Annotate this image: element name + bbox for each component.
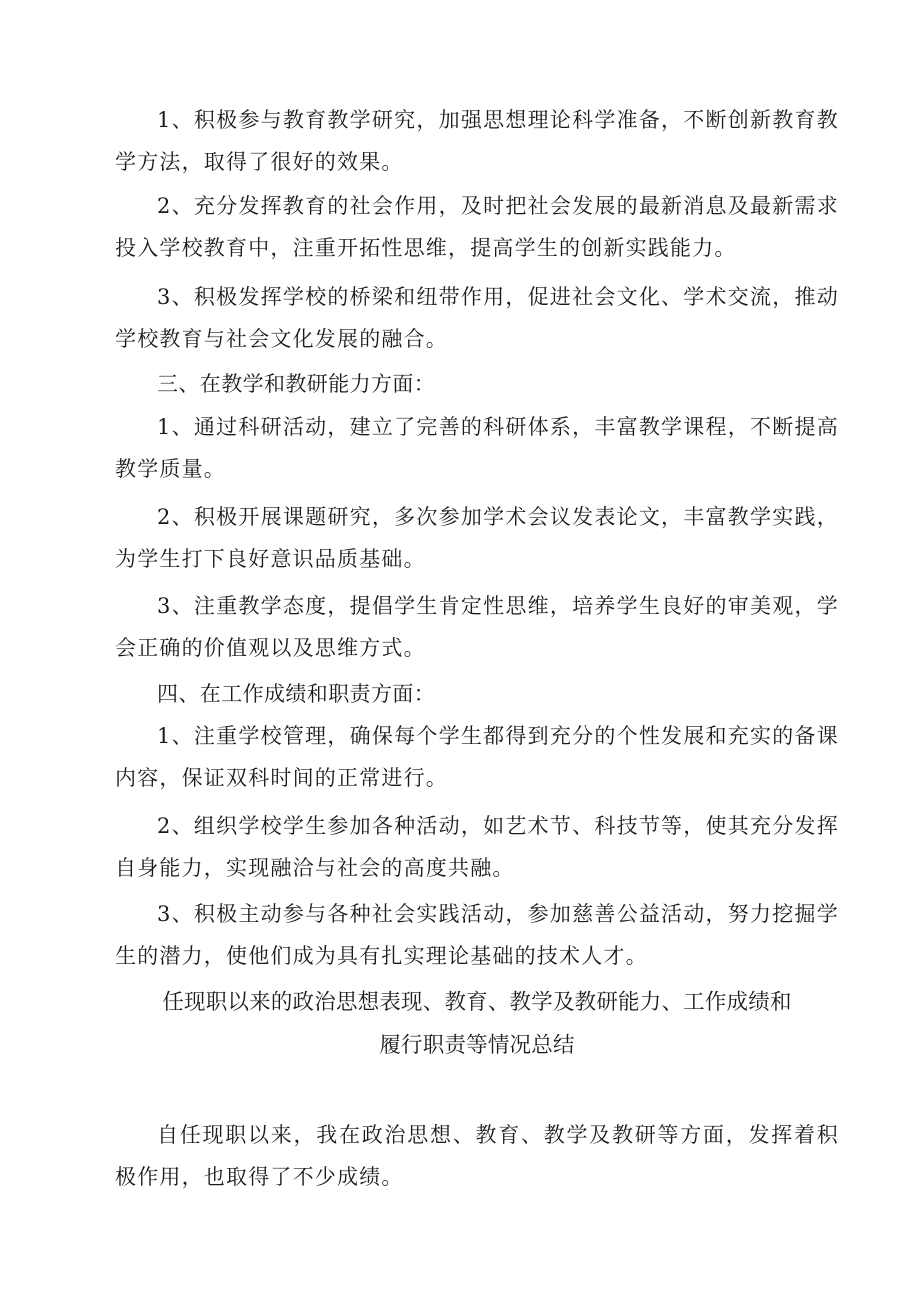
paragraph-work-2: 2、组织学校学生参加各种活动，如艺术节、科技节等，使其充分发挥自身能力，实现融洽与社会的高度共融。 [115,814,839,880]
paragraph-work-3: 3、积极主动参与各种社会实践活动，参加慈善公益活动，努力挖掘学生的潜力，使他们成为具有扎实理论基础的技术人才。 [115,902,839,968]
paragraph-item-2: 2、充分发挥教育的社会作用，及时把社会发展的最新消息及最新需求投入学校教育中，注重开拓性思维，提高学生的创新实践能力。 [115,194,839,260]
paragraph-item-1: 1、积极参与教育教学研究，加强思想理论科学准备，不断创新教育教学方法，取得了很好的效果。 [115,108,839,174]
paragraph-work-1: 1、注重学校管理，确保每个学生都得到充分的个性发展和充实的备课内容，保证双科时间的正常进行。 [115,724,839,790]
section-heading-teaching-research: 三、在教学和教研能力方面： [157,372,436,396]
paragraph-teaching-1: 1、通过科研活动，建立了完善的科研体系，丰富教学课程，不断提高教学质量。 [115,415,839,481]
document-title-line-1: 任现职以来的政治思想表现、教育、教学及教研能力、工作成绩和 [162,990,792,1015]
paragraph-teaching-2: 2、积极开展课题研究，多次参加学术会议发表论文，丰富教学实践，为学生打下良好意识品质基础。 [115,505,839,571]
paragraph-teaching-3: 3、注重教学态度，提倡学生肯定性思维，培养学生良好的审美观，学会正确的价值观以及思维方式。 [115,594,839,660]
section-heading-work-duties: 四、在工作成绩和职责方面： [157,682,436,706]
document-title-line-2: 履行职责等情况总结 [379,1033,575,1058]
intro-paragraph: 自任现职以来，我在政治思想、教育、教学及教研等方面，发挥着积极作用，也取得了不少成绩。 [115,1123,839,1189]
paragraph-item-3: 3、积极发挥学校的桥梁和纽带作用，促进社会文化、学术交流，推动学校教育与社会文化发展的融合。 [115,285,839,351]
